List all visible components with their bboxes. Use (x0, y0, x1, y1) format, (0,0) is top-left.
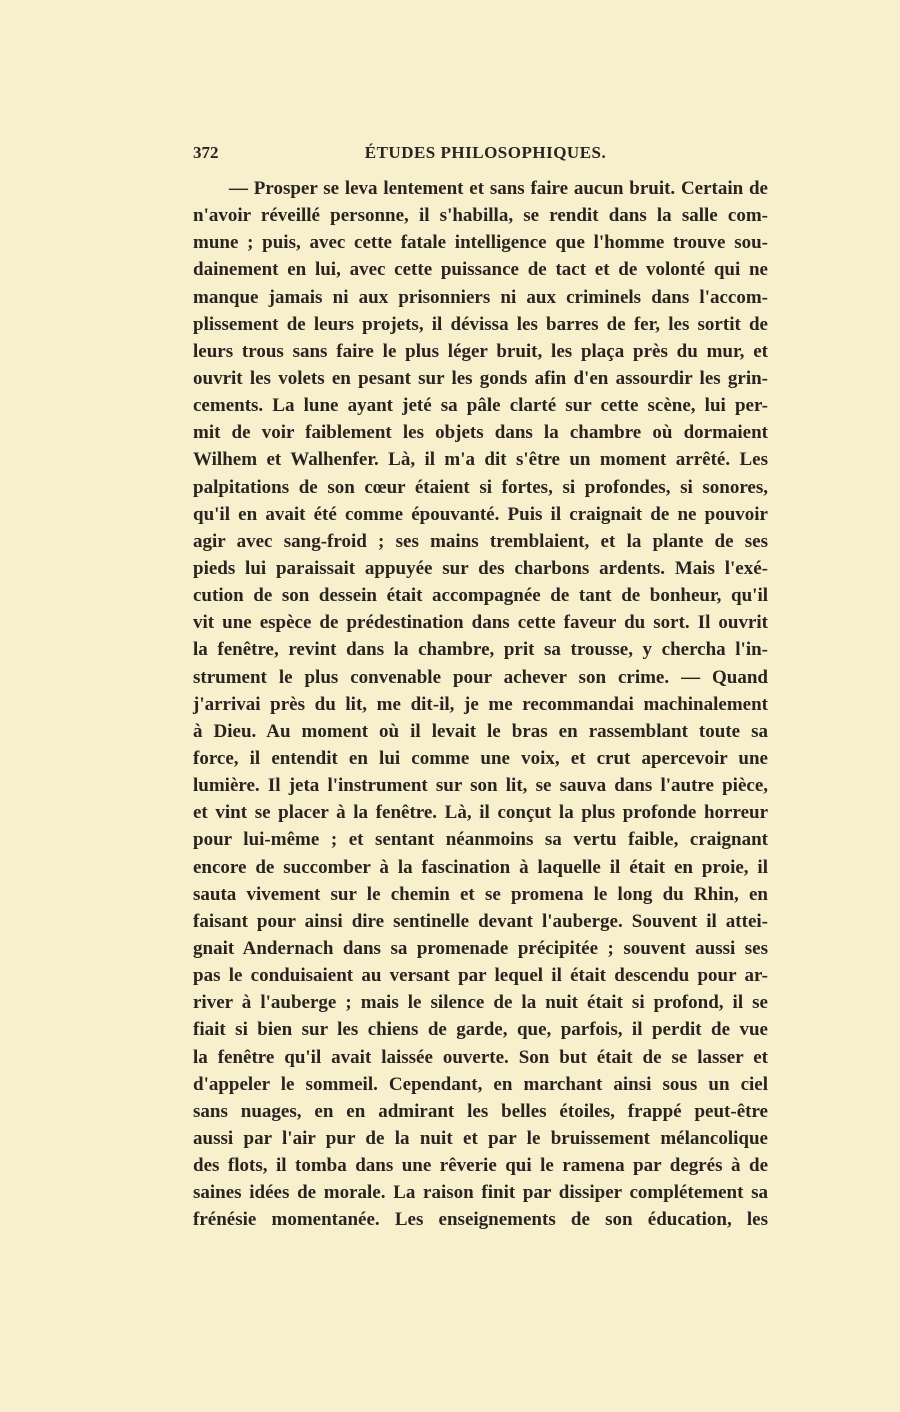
text-line: palpitations de son cœur étaient si fortes, si profondes, si sonores, (193, 476, 768, 498)
text-line: d'appeler le sommeil. Cependant, en marchant ainsi sous un ciel (193, 1073, 768, 1095)
text-line: la fenêtre qu'il avait laissée ouverte. Son but était de se lasser et (193, 1046, 768, 1068)
text-line: sans nuages, en en admirant les belles étoiles, frappé peut-être (193, 1100, 768, 1122)
text-line: Wilhem et Walhenfer. Là, il m'a dit s'être un moment arrêté. Les (193, 449, 768, 471)
text-line: mit de voir faiblement les objets dans la chambre où dormaient (193, 422, 768, 444)
text-line: pieds lui paraissait appuyée sur des charbons ardents. Mais l'exé- (193, 557, 768, 579)
text-line: manque jamais ni aux prisonniers ni aux criminels dans l'accom- (193, 286, 768, 308)
text-line: saines idées de morale. La raison finit par dissiper complétement sa (193, 1182, 768, 1204)
text-line: à Dieu. Au moment où il levait le bras en rassemblant toute sa (193, 720, 768, 742)
text-line: encore de succomber à la fascination à laquelle il était en proie, il (193, 856, 768, 878)
text-line: plissement de leurs projets, il dévissa les barres de fer, les sortit de (193, 313, 768, 335)
text-line: la fenêtre, revint dans la chambre, prit sa trousse, y chercha l'in- (193, 639, 768, 661)
text-line: force, il entendit en lui comme une voix, et crut apercevoir une (193, 747, 768, 769)
text-line: strument le plus convenable pour achever son crime. — Quand (193, 666, 768, 688)
text-line: frénésie momentanée. Les enseignements de son éducation, les (193, 1209, 768, 1231)
text-line: river à l'auberge ; mais le silence de la nuit était si profond, il se (193, 992, 768, 1014)
text-line: pour lui-même ; et sentant néanmoins sa vertu faible, craignant (193, 829, 768, 851)
text-line: faisant pour ainsi dire sentinelle devant l'auberge. Souvent il attei- (193, 910, 768, 932)
text-line: ouvrit les volets en pesant sur les gonds afin d'en assourdir les grin- (193, 367, 768, 389)
text-line: et vint se placer à la fenêtre. Là, il conçut la plus profonde horreur (193, 802, 768, 824)
text-line: fiait si bien sur les chiens de garde, que, parfois, il perdit de vue (193, 1019, 768, 1041)
text-line: sauta vivement sur le chemin et se promena le long du Rhin, en (193, 883, 768, 905)
text-line: lumière. Il jeta l'instrument sur son lit, se sauva dans l'autre pièce, (193, 775, 768, 797)
text-line: vit une espèce de prédestination dans cette faveur du sort. Il ouvrit (193, 612, 768, 634)
page-number: 372 (193, 143, 219, 162)
text-line: cements. La lune ayant jeté sa pâle clarté sur cette scène, lui per- (193, 395, 768, 417)
body-text (193, 175, 768, 1233)
text-line: aussi par l'air pur de la nuit et par le bruissement mélancolique (193, 1127, 768, 1149)
text-line: j'arrivai près du lit, me dit-il, je me recommandai machinalement (193, 693, 768, 715)
text-line: mune ; puis, avec cette fatale intelligence que l'homme trouve sou- (193, 232, 768, 254)
running-header (193, 143, 768, 167)
text-line: des flots, il tomba dans une rêverie qui le ramena par degrés à de (193, 1155, 768, 1177)
text-line: pas le conduisaient au versant par lequel il était descendu pour ar- (193, 965, 768, 987)
text-line: dainement en lui, avec cette puissance de tact et de volonté qui ne (193, 259, 768, 281)
text-line: cution de son dessein était accompagnée de tant de bonheur, qu'il (193, 585, 768, 607)
text-line: — Prosper se leva lentement et sans faire aucun bruit. Certain de (229, 178, 768, 199)
text-line: qu'il en avait été comme épouvanté. Puis il craignait de ne pouvoir (193, 503, 768, 525)
text-line: gnait Andernach dans sa promenade précipitée ; souvent aussi ses (193, 937, 768, 959)
text-line: leurs trous sans faire le plus léger bruit, les plaça près du mur, et (193, 340, 768, 362)
text-line: agir avec sang-froid ; ses mains tremblaient, et la plante de ses (193, 530, 768, 552)
running-title: ÉTUDES PHILOSOPHIQUES. (364, 143, 607, 162)
text-line: n'avoir réveillé personne, il s'habilla, se rendit dans la salle com- (193, 205, 768, 227)
